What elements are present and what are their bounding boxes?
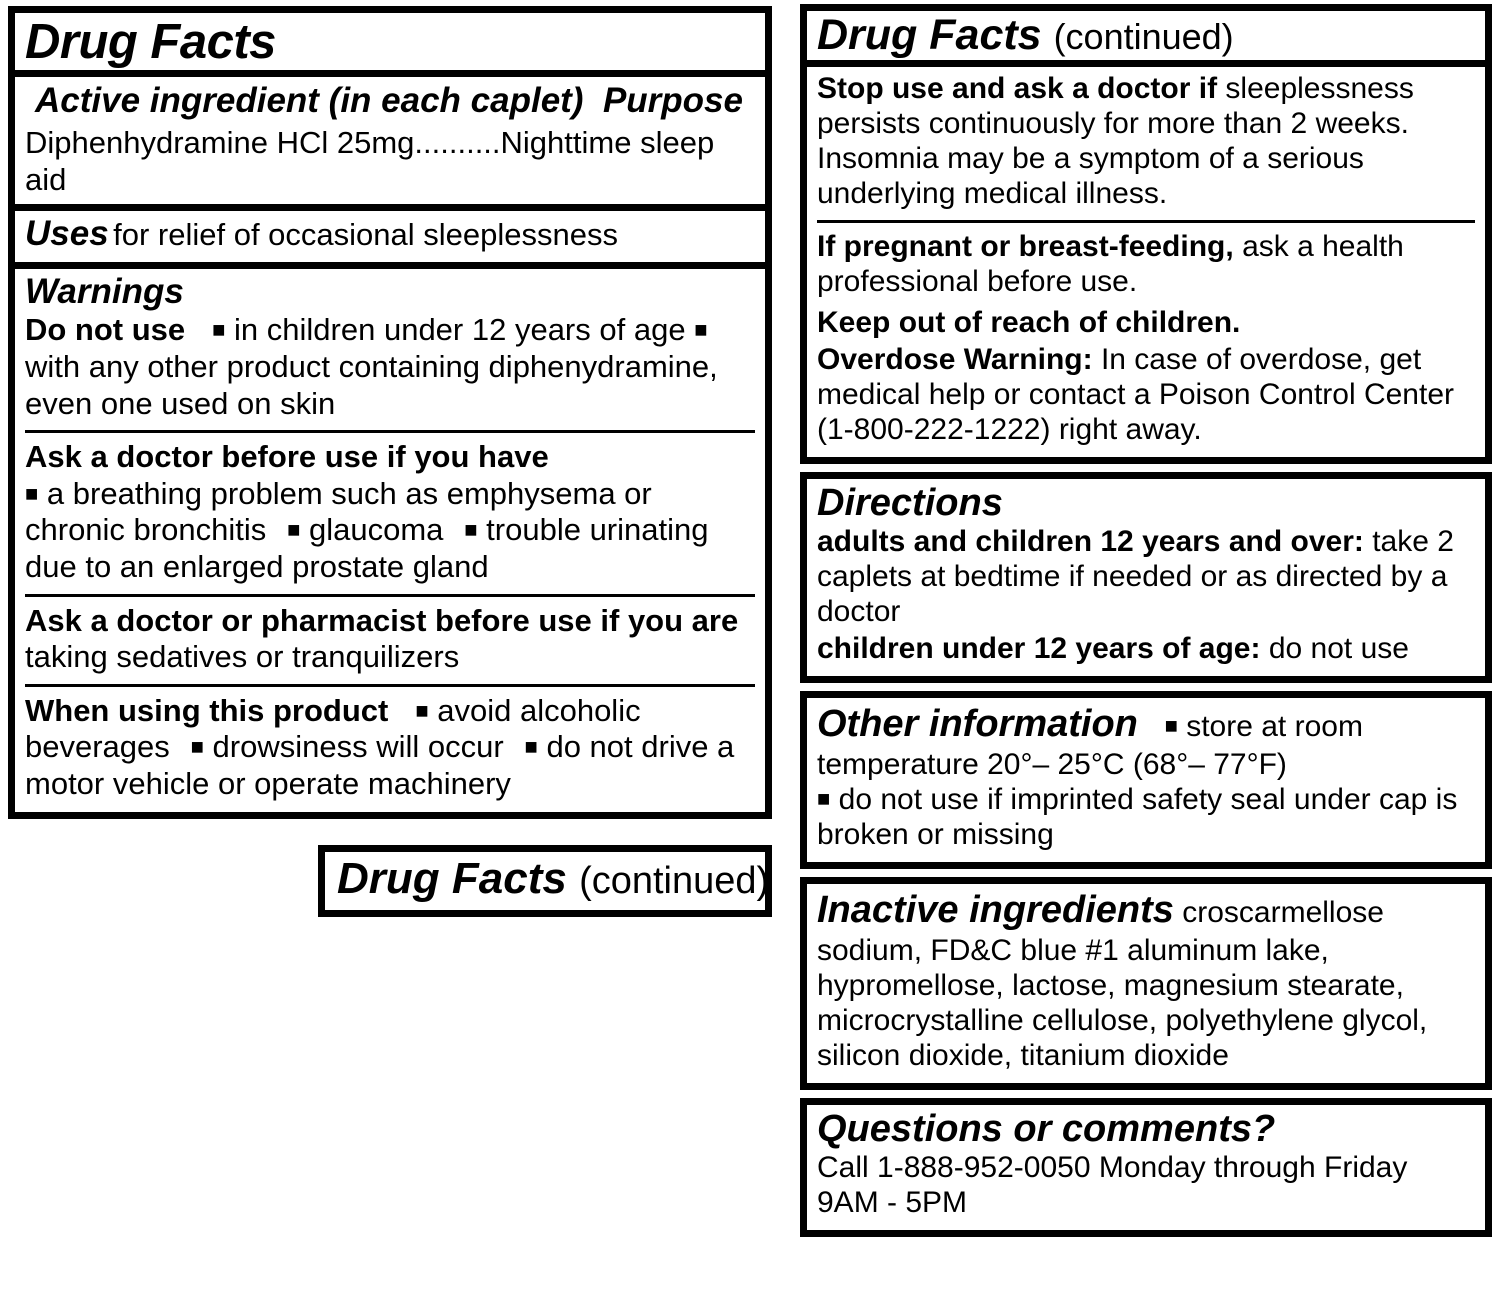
questions-heading: Questions or comments? <box>817 1108 1276 1151</box>
warnings-heading: Warnings <box>25 271 184 311</box>
uses-text: for relief of occasional sleeplessness <box>113 217 618 253</box>
ask-pharmacist-label: Ask a doctor or pharmacist before use if you are <box>25 602 739 638</box>
other-information-item-1: do not use if imprinted safety seal under cap is broken or missing <box>817 783 1458 852</box>
ask-doctor-item-0: a breathing problem such as emphysema or chronic bronchitis <box>25 475 652 548</box>
when-using-block <box>25 693 755 803</box>
do-not-use-item-0: in children under 12 years of age <box>234 312 686 348</box>
stop-use-divider <box>817 220 1475 223</box>
ask-pharmacist-divider <box>25 684 755 687</box>
overdose-text: In case of overdose, get medical help or contact a Poison Control Center (1-800-222-1222) right away. <box>817 342 1455 446</box>
bullet-icon: ■ <box>178 734 204 760</box>
active-ingredient-divider <box>15 204 765 211</box>
ask-doctor-items <box>25 476 755 586</box>
questions-panel <box>800 1098 1492 1237</box>
purpose-heading: Purpose <box>602 80 743 120</box>
left-column <box>8 6 772 819</box>
active-ingredient-text: Diphenhydramine HCl 25mg..........Nighttime sleep aid <box>25 124 715 197</box>
stop-use-text: sleeplessness persists continuously for more than 2 weeks. Insomnia may be a symptom of a serious underlying medical illness. <box>817 72 1414 211</box>
ask-doctor-label: Ask a doctor before use if you have <box>25 439 549 475</box>
bullet-icon: ■ <box>694 317 708 343</box>
continued-title <box>337 854 770 903</box>
right-column <box>800 4 1492 1237</box>
title-divider <box>15 70 765 77</box>
page-title: Drug Facts <box>25 15 276 69</box>
continued-title-text: Drug Facts <box>337 854 567 903</box>
directions-children-text: do not use <box>1268 632 1409 666</box>
bullet-icon: ■ <box>193 317 226 343</box>
do-not-use-block <box>25 312 755 422</box>
other-information-heading: Other information <box>817 703 1138 746</box>
active-ingredient-section <box>15 77 765 204</box>
do-not-use-item-1: with any other product containing diphenydramine, even one used on skin <box>25 349 718 421</box>
inactive-ingredients-section <box>807 884 1485 1083</box>
ask-doctor-item-2: trouble urinating due to an enlarged prostate gland <box>25 512 709 584</box>
directions-panel <box>800 472 1492 683</box>
directions-adults-text: take 2 caplets at bedtime if needed or as directed by a doctor <box>817 525 1454 629</box>
when-using-item-1: drowsiness will occur <box>212 729 504 765</box>
bullet-icon: ■ <box>512 734 538 760</box>
keep-out-of-reach-section <box>807 305 1485 342</box>
warnings-section <box>15 269 765 429</box>
do-not-use-divider <box>25 430 755 433</box>
directions-children <box>807 631 1485 676</box>
do-not-use-label: Do not use <box>25 312 186 348</box>
bullet-icon: ■ <box>25 480 39 506</box>
when-using-item-2: do not drive a motor vehicle or operate machinery <box>25 729 735 801</box>
active-ingredient-header <box>25 79 755 121</box>
right-page-title-text: Drug Facts <box>817 11 1042 59</box>
ask-doctor-divider <box>25 594 755 597</box>
pregnant-text: ask a health professional before use. <box>817 229 1404 298</box>
overdose-label: Overdose Warning: <box>817 342 1093 376</box>
right-page-title <box>807 11 1485 60</box>
drug-facts-panel-left <box>8 6 772 819</box>
uses-heading: Uses <box>25 214 109 254</box>
inactive-ingredients-text: croscarmellose sodium, FD&C blue #1 aluminum lake, hypromellose, lactose, magnesium stearate, microcrystalline cellulose, polyethylene glycol, silicon dioxide, titanium dioxide <box>817 896 1428 1072</box>
drug-facts-panel-right <box>800 4 1492 464</box>
bullet-icon: ■ <box>817 786 831 812</box>
drug-facts-continued-box <box>318 845 772 917</box>
directions-heading: Directions <box>817 482 1003 525</box>
other-information-panel <box>800 691 1492 869</box>
continued-suffix: (continued) <box>579 860 770 902</box>
pregnant-section <box>807 225 1485 305</box>
directions-adults-label: adults and children 12 years and over: <box>817 525 1364 559</box>
when-using-item-0: avoid alcoholic beverages <box>25 692 641 765</box>
stop-use-section <box>807 67 1485 217</box>
overdose-section <box>807 342 1485 457</box>
uses-divider <box>15 262 765 269</box>
bullet-icon: ■ <box>1146 713 1178 739</box>
pregnant-label: If pregnant or breast-feeding, <box>817 229 1234 263</box>
other-information-item-0: store at room temperature 20°– 25°C (68°– 77°F) <box>817 710 1363 781</box>
ask-doctor-section <box>15 435 765 591</box>
bullet-icon: ■ <box>396 697 429 723</box>
directions-adults <box>807 524 1485 631</box>
directions-children-label: children under 12 years of age: <box>817 632 1261 666</box>
stop-use-label: Stop use and ask a doctor if <box>817 72 1218 106</box>
bullet-icon: ■ <box>452 517 478 543</box>
right-title-divider <box>807 60 1485 67</box>
right-page-title-suffix: (continued) <box>1053 16 1234 57</box>
when-using-label: When using this product <box>25 692 389 728</box>
keep-out-label: Keep out of reach of children. <box>817 305 1241 339</box>
ask-pharmacist-section <box>15 599 765 682</box>
inactive-ingredients-panel <box>800 877 1492 1090</box>
when-using-section <box>15 689 765 813</box>
active-ingredient-heading: Active ingredient (in each caplet) <box>35 80 584 120</box>
inactive-ingredients-heading: Inactive ingredients <box>817 889 1174 932</box>
ask-doctor-item-1: glaucoma <box>308 512 444 548</box>
uses-section <box>15 211 765 262</box>
questions-text: Call 1-888-952-0050 Monday through Friday 9AM - 5PM <box>817 1151 1408 1220</box>
ask-pharmacist-text: taking sedatives or tranquilizers <box>25 639 460 675</box>
other-information-section <box>807 698 1485 862</box>
bullet-icon: ■ <box>274 517 301 543</box>
